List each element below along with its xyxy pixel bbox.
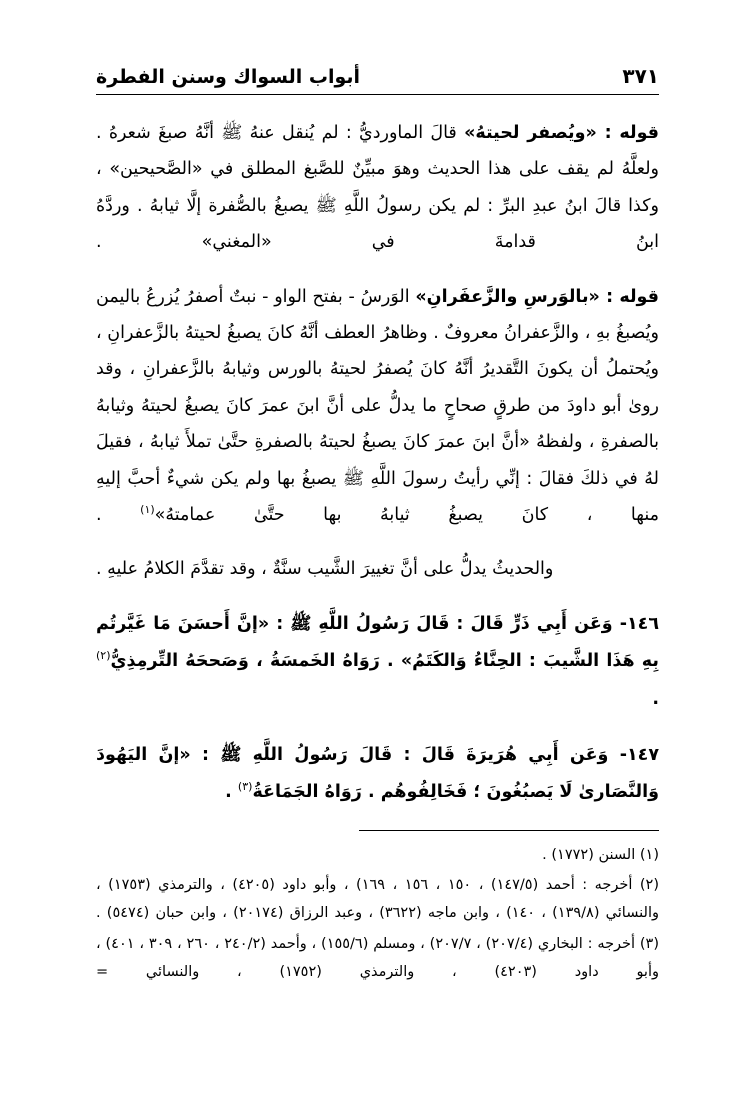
footnote-3-line-1: أخرجه : البخاري (٢٠٧/٤) ، ٢٠٧/٧) ، ومسلم (١٥٥/٦) ، وأحمد (٢٤٠/٢ ،	[214, 935, 636, 952]
footnote-ref-1: (١)	[140, 503, 155, 517]
paragraph-2	[96, 279, 659, 534]
hadith-146-number: ١٤٦-	[619, 613, 659, 634]
header-divider	[96, 94, 659, 95]
header-title: أبواب السواك وسنن الفطرة	[96, 66, 361, 88]
hadith-147-text: وَعَن أَبِي هُرَيرَةَ قَالَ : قَالَ رَسُولُ اللَّهِ ﷺ : «إنَّ اليَهُودَ وَالنَّصَارىٰ لَا يَصبُغُونَ ؛ فَخَالِفُوهُم . رَوَاهُ الجَمَاعَةُ	[96, 744, 659, 803]
footnote-2-line-3: (٢٠١٧٤) ، وابن حبان (٥٤٧٤) .	[96, 905, 284, 922]
hadith-146	[96, 606, 659, 719]
hadith-147	[96, 737, 659, 812]
page-header	[96, 64, 659, 88]
page-number: ٣٧١	[622, 64, 659, 88]
hadith-147-tail: .	[225, 782, 238, 803]
footnote-ref-2: (٢)	[96, 649, 111, 663]
footnote-1-marker: (١)	[639, 846, 659, 863]
paragraph-1	[96, 115, 659, 261]
paragraph-2-text: الوَرسُ - بفتح الواو - نبتٌ أصفرُ يُزرعُ باليمن ويُصبغُ بهِ ، والزَّعفرانُ معروفٌ . وظاهرُ العطف أنَّهُ كانَ يصبغُ لحيتهُ بالزَّعفرانِ ، ويُحتملُ أن يكونَ التَّقديرُ أنَّهُ كانَ يُصفرُ لحيتهُ بالورس وثيابهُ بالزَّعفرانِ ، وقد روىٰ أبو داودَ من طرقٍ صحاحٍ ما يدلُّ على أنَّ ابنَ عمرَ كانَ يصبغُ لحيتهُ وثيابهُ بالصفرةِ ، ولفظهُ «أنَّ ابنَ عمرَ كانَ يصبغُ لحيتهُ بالصفرةِ حتَّىٰ تملأَ ثيابهُ ، فقيلَ لهُ في ذلكَ فقالَ : إنِّي رأيتُ رسولَ اللَّهِ ﷺ يصبغُ بها ولم يكن شيءٌ أحبَّ إليهِ منها ، كانَ يصبغُ ثيابهُ بها حتَّىٰ عمامتهُ»	[96, 286, 659, 525]
hadith-146-text: وَعَن أَبِي ذَرٍّ قَالَ : قَالَ رَسُولُ اللَّهِ ﷺ : «إنَّ أَحسَنَ مَا غَيَّرتُم بِهِ هَذَا الشَّيبَ : الحِنَّاءُ وَالكَتَمُ» . رَوَاهُ الخَمسَةُ ، وَصَححَهُ التِّرمِذِيُّ	[96, 613, 659, 672]
paragraph-1-text: قالَ الماورديُّ : لم يُنقل عنهُ ﷺ أنَّهُ صبغَ شعرهُ . ولعلَّهُ لم يقف على هذا الحديث وهوَ مبيِّنٌ للصَّبغ المطلق في «الصَّحيحين» ، وكذا قالَ ابنُ عبدِ البرِّ : لم يكن رسولُ اللَّهِ ﷺ يصبغُ بالصُّفرة إلَّا ثيابهُ . وردَّهُ ابنُ قدامةَ في «المغني» .	[96, 123, 659, 253]
paragraph-2-tail: .	[96, 504, 141, 525]
footnote-3	[96, 930, 659, 987]
paragraph-1-lead: قوله : «ويُصفر لحيتهُ»	[464, 123, 659, 143]
footnote-1-line-1: السنن (١٧٧٢) .	[542, 846, 636, 863]
paragraph-3: والحديثُ يدلُّ على أنَّ تغييرَ الشَّيب سنَّةٌ ، وقد تقدَّمَ الكلامُ عليهِ .	[96, 559, 554, 580]
hadith-147-number: ١٤٧-	[619, 744, 659, 765]
paragraph-2-lead: قوله : «بالوَرسِ والزَّعفَرانِ»	[415, 286, 659, 307]
footnote-2-line-2: (١٧٥٣) ، والنسائي (١٣٩/٨) ، ١٤٠) ، وابن ماجه (٣٦٢٢) ، وعبد الرزاق	[96, 877, 659, 922]
body-text	[96, 115, 659, 812]
hadith-146-tail: .	[652, 688, 659, 709]
footnote-2	[96, 871, 659, 928]
footnotes	[96, 841, 659, 986]
footnote-separator	[359, 830, 659, 831]
footnote-1	[96, 841, 659, 869]
footnote-3-line-2: ٢٦٠ ، ٣٠٩ ، ٤٠١) ، وأبو داود (٤٢٠٣) ، والترمذي (١٧٥٢) ، والنسائي =	[96, 935, 659, 980]
footnote-3-marker: (٣)	[639, 935, 660, 952]
footnote-2-line-1: أخرجه : أحمد (١٤٧/٥) ، ١٥٠ ، ١٥٦ ، ١٦٩) ، وأبو داود (٤٢٠٥) ، والترمذي	[158, 877, 633, 894]
footnote-2-marker: (٢)	[639, 877, 660, 894]
footnote-ref-3: (٣)	[237, 780, 253, 794]
